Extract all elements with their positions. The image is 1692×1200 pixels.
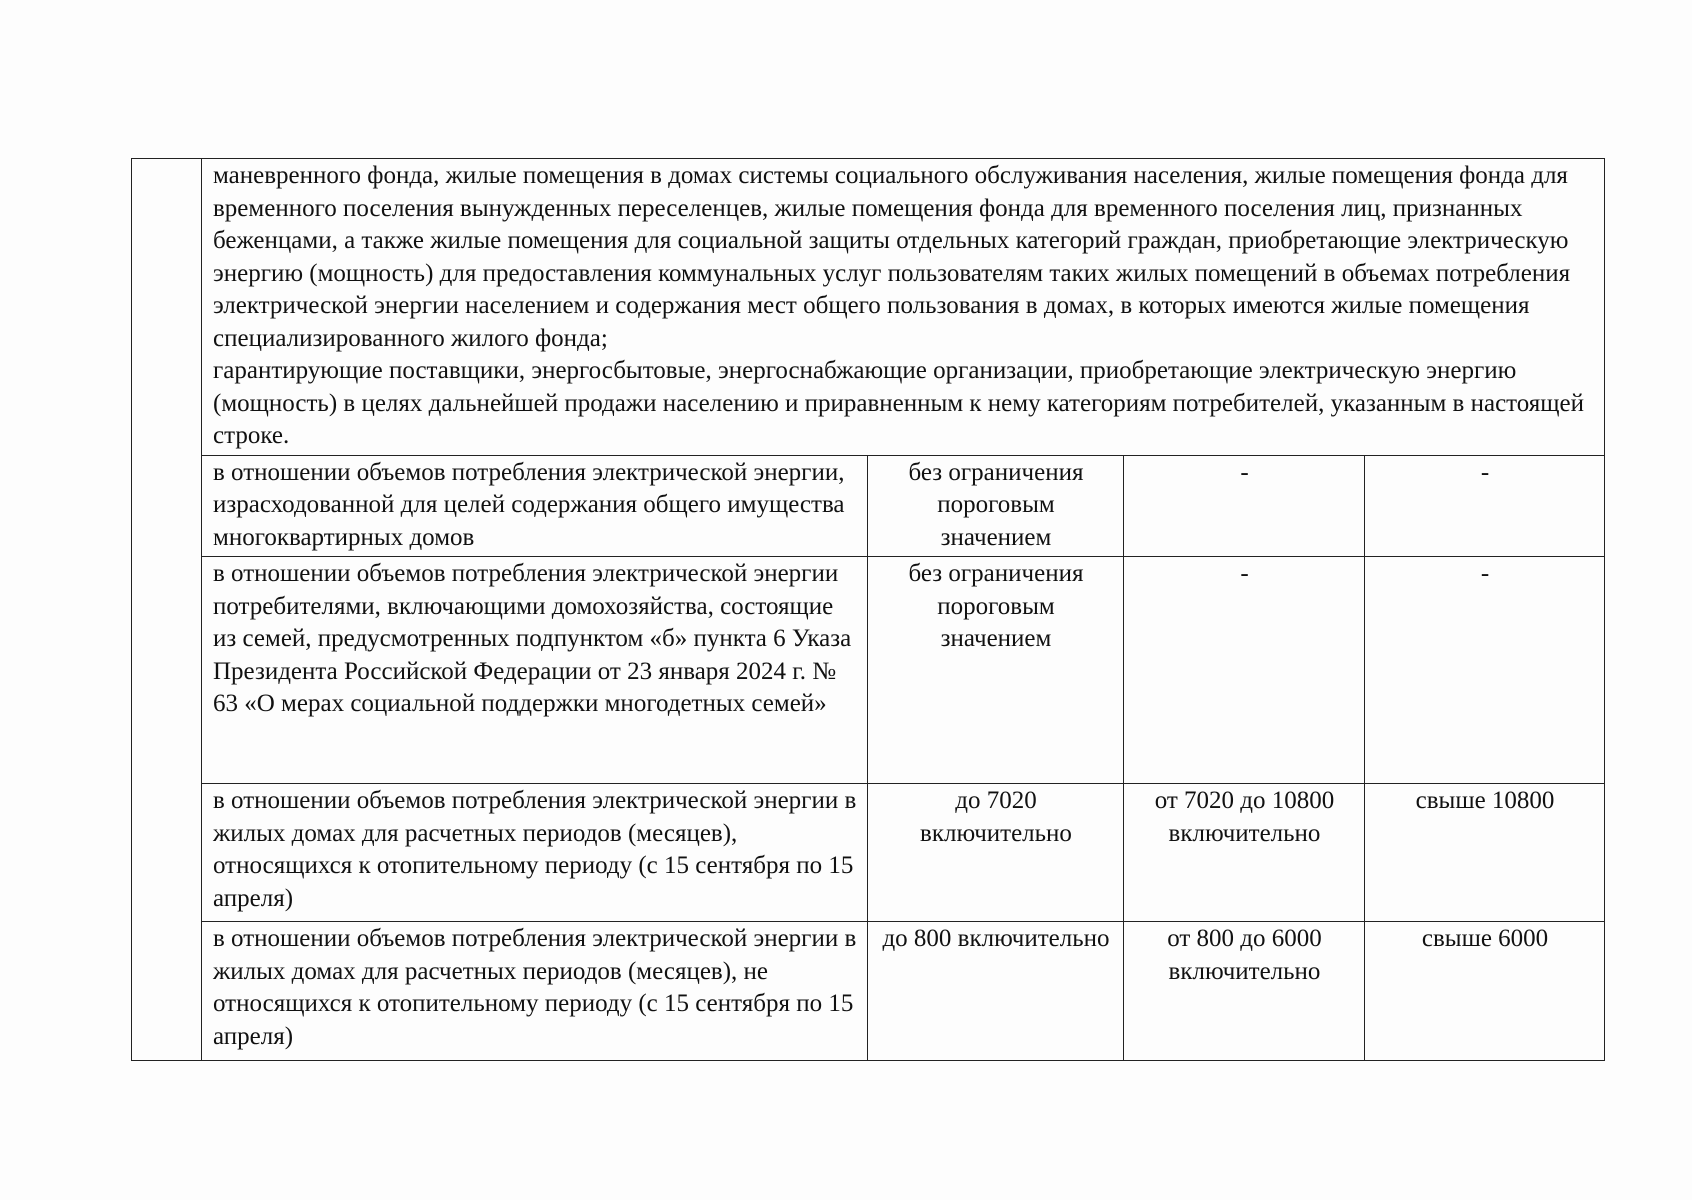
range-cell: от 7020 до 10800 включительно bbox=[1124, 784, 1365, 922]
intro-row bbox=[132, 159, 1605, 456]
above-cell: свыше 10800 bbox=[1365, 784, 1605, 922]
range-cell: - bbox=[1124, 557, 1365, 784]
threshold-cell: до 800 включительно bbox=[868, 922, 1124, 1061]
threshold-cell: до 7020 включительно bbox=[868, 784, 1124, 922]
intro-paragraph: маневренного фонда, жилые помещения в домах системы социального обслуживания населения, жилые помещения фонда для временного поселения вынужденных переселенцев, жилые помещения фонда для временного поселения лиц, признанных беженцами, а также жилые помещения для социальной защиты отдельных категорий граждан, приобретающие электрическую энергию (мощность) для предоставления коммунальных услуг пользователям таких жилых помещений в объемах потребления электрической энергии населением и содержания мест общего пользования в домах, в которых имеются жилые помещения специализированного жилого фонда; bbox=[213, 162, 1571, 352]
table-row bbox=[132, 922, 1605, 1061]
table-row bbox=[132, 557, 1605, 784]
above-cell: - bbox=[1365, 455, 1605, 557]
threshold-cell: без ограничения пороговым значением bbox=[868, 557, 1124, 784]
intro-cell bbox=[202, 159, 1605, 456]
range-cell: от 800 до 6000 включительно bbox=[1124, 922, 1365, 1061]
row-description: в отношении объемов потребления электрической энергии в жилых домах для расчетных периодов (месяцев), не относящихся к отопительному периоду (с 15 сентября по 15 апреля) bbox=[202, 922, 868, 1061]
above-cell: свыше 6000 bbox=[1365, 922, 1605, 1061]
row-description: в отношении объемов потребления электрической энергии потребителями, включающими домохозяйства, состоящие из семей, предусмотренных подпунктом «б» пункта 6 Указа Президента Российской Федерации от 23 января 2024 г. № 63 «О мерах социальной поддержки многодетных семей» bbox=[202, 557, 868, 784]
row-number-cell bbox=[132, 159, 202, 1061]
above-cell: - bbox=[1365, 557, 1605, 784]
table-row bbox=[132, 784, 1605, 922]
tariff-table bbox=[131, 158, 1605, 1061]
intro-paragraph: гарантирующие поставщики, энергосбытовые, энергоснабжающие организации, приобретающие электрическую энергию (мощность) в целях дальнейшей продажи населению и приравненным к нему категориям потребителей, указанным в настоящей строке. bbox=[213, 357, 1585, 449]
row-description: в отношении объемов потребления электрической энергии, израсходованной для целей содержания общего имущества многоквартирных домов bbox=[202, 455, 868, 557]
range-cell: - bbox=[1124, 455, 1365, 557]
threshold-cell: без ограничения пороговым значением bbox=[868, 455, 1124, 557]
table-row bbox=[132, 455, 1605, 557]
row-description: в отношении объемов потребления электрической энергии в жилых домах для расчетных периодов (месяцев), относящихся к отопительному периоду (с 15 сентября по 15 апреля) bbox=[202, 784, 868, 922]
